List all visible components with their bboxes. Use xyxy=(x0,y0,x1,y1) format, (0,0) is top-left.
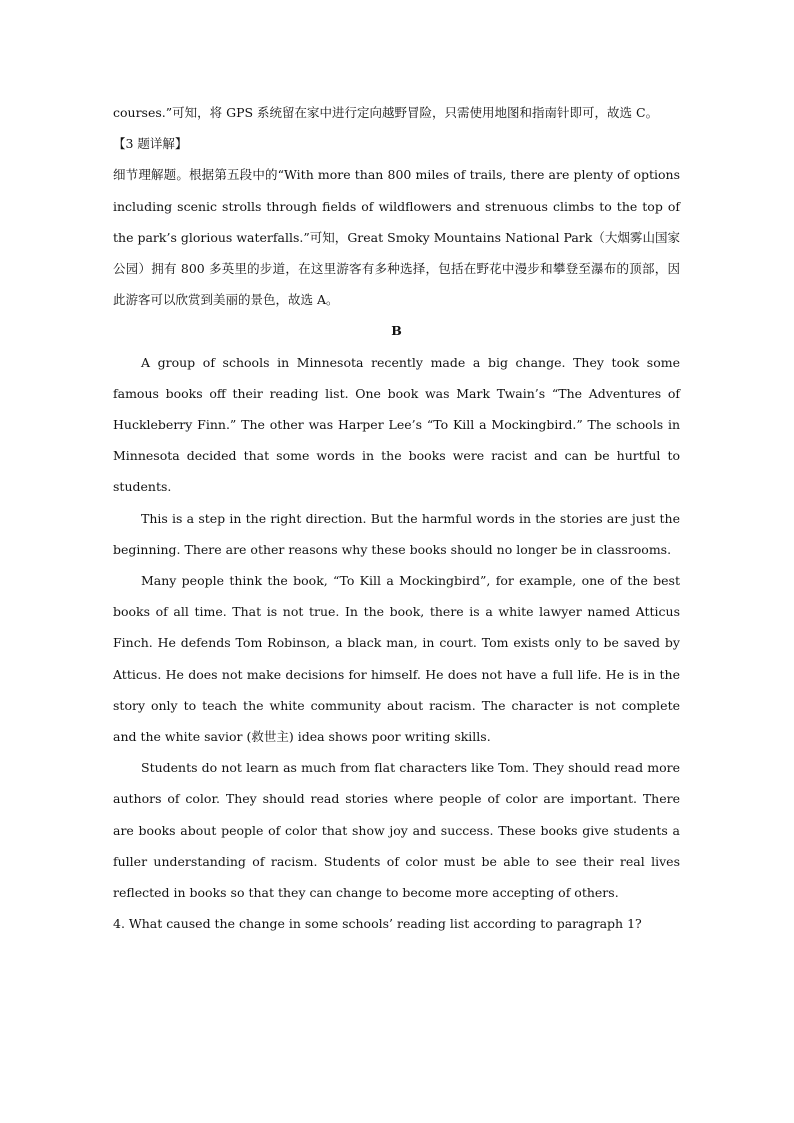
question-3-heading: 【3 题详解】 xyxy=(113,136,188,152)
passage-paragraph-1: A group of schools in Minnesota recently made a big change. They took some famous books off their reading list. One book was Mark Twain’s “The Adventures of Huckleberry Finn.” The other was Harper Lee’s “To Kill a Mockingbird.” The schools in Minnesota decided that some words in the books were racist and can be hurtful to students. xyxy=(113,354,680,495)
passage-paragraph-4: Students do not learn as much from flat characters like Tom. They should read more authors of color. They should read stories where people of color are important. There are books about people of color that show joy and success. These books give students a fuller understanding of racism. Students of color must be able to see their real lives reflected in books so that they can change to become more accepting of others. xyxy=(113,760,680,901)
section-b-title: B xyxy=(391,323,402,339)
question-4: 4. What caused the change in some schools’ reading list according to paragraph 1? xyxy=(113,916,642,932)
previous-explanation-tail: courses.”可知，将 GPS 系统留在家中进行定向越野冒险，只需使用地图和指南针即可，故选 C。 xyxy=(113,105,659,120)
document-content xyxy=(113,97,680,939)
passage-paragraph-3: Many people think the book, “To Kill a Mockingbird”, for example, one of the best books of all time. That is not true. In the book, there is a white lawyer named Atticus Finch. He defends Tom Robinson, a black man, in court. Tom exists only to be saved by Atticus. He does not make decisions for himself. He does not have a full life. He is in the story only to teach the white community about racism. The character is not complete and the white savior (救世主) idea shows poor writing skills. xyxy=(113,573,680,745)
passage-paragraph-2: This is a step in the right direction. But the harmful words in the stories are just the beginning. There are other reasons why these books should no longer be in classrooms. xyxy=(113,510,680,557)
question-3-explanation: 细节理解题。根据第五段中的“With more than 800 miles of trails, there are plenty of options including scenic strolls through fields of wildflowers and strenuous climbs to the top of the park’s glorious waterfalls.”可知，Great Smoky Mountains National Park（大烟雾山国家公园）拥有 800 多英里的步道，在这里游客有多种选择，包括在野花中漫步和攀登至瀑布的顶部，因此游客可以欣赏到美丽的景色，故选 A。 xyxy=(113,167,680,308)
